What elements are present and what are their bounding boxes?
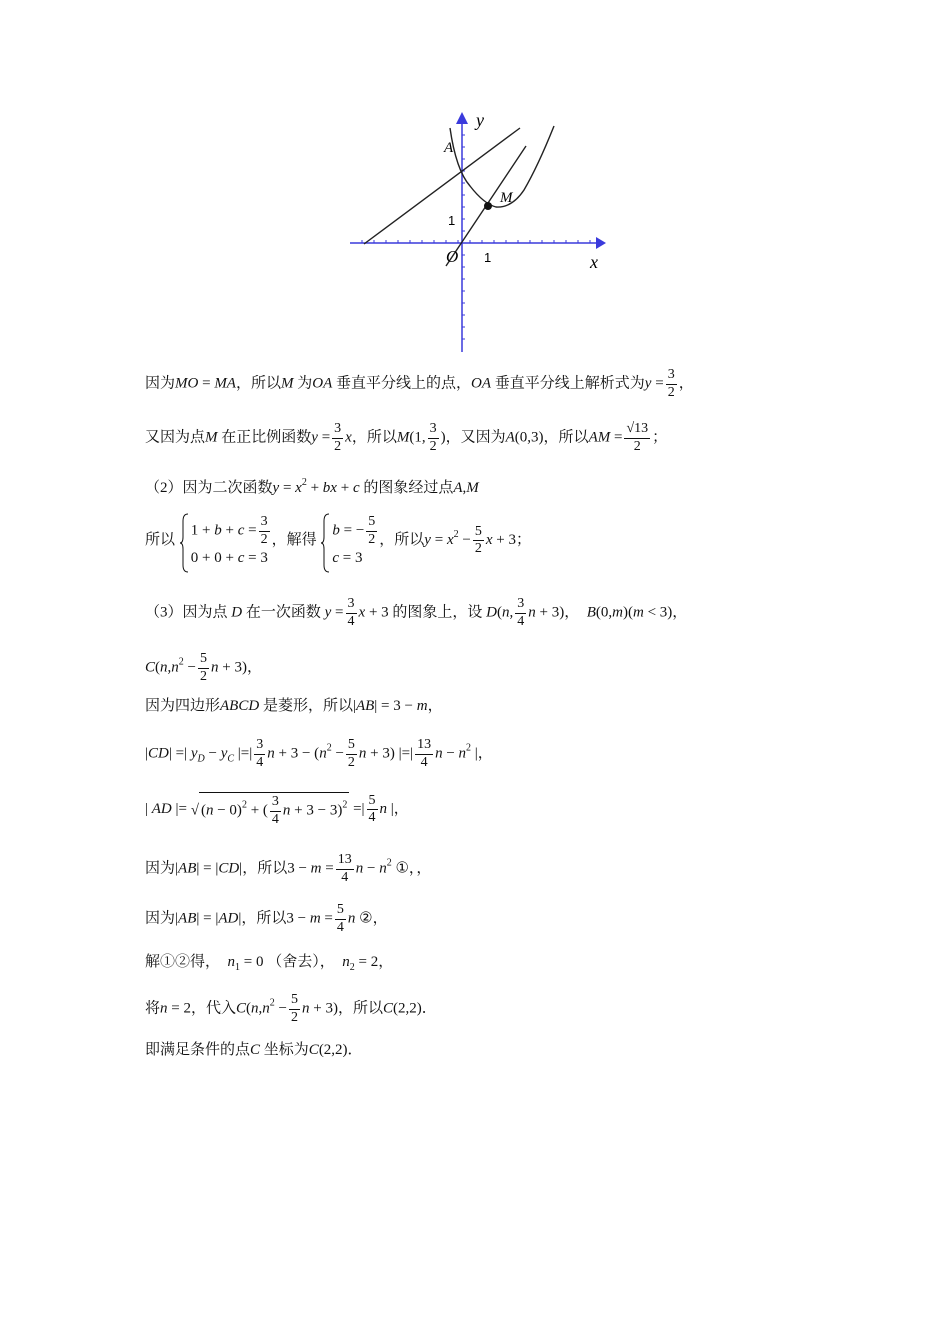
label-origin: O: [446, 247, 459, 266]
x-axis: [350, 237, 606, 249]
point-M: [484, 202, 492, 210]
solution-line-6: $C(n,n^2$ − $\frac{5}{2}$ n + 3)，: [145, 651, 262, 684]
solution-line-5: （3）因为点 D 在一次函数 y = $\frac{3}{4}$ x + 3 的图象上，设 D(n, $\frac{3}{4}$ n + 3)， B(0,m)(m < 3)，: [145, 596, 688, 629]
solution-line-8: |CD| =| $y_D - y_C$ |=| $\frac{3}{4}$ $n + 3 - (n^2$ − $\frac{5}{2}$ n + 3) |=| $\frac{13}{4}$ $n - n^2$ |，: [145, 737, 493, 770]
solution-line-3: （2）因为二次函数$y = x^2$ + bx + c 的图象经过点A,M: [145, 477, 479, 496]
label-A: A: [444, 140, 454, 156]
solution-line-7: 因为四边形ABCD 是菱形，所以|AB| = 3 − m，: [145, 698, 443, 714]
label-x: x: [590, 252, 598, 272]
tick-label-x: 1: [484, 250, 492, 265]
solution-line-1: 因为MO = MA，所以M 为OA 垂直平分线上的点，OA 垂直平分线上解析式为y = $\frac{3}{2}$ ，: [145, 367, 694, 400]
solution-line-4: 所以 1 + b + c = $\frac{3}{2}$ 0 + 0 + c = 3 ，解得 b = − $\frac{5}{2}$ c = 3 ，所以$y = x^2$ − $\frac{5}{2}$ x + 3；: [145, 513, 531, 568]
label-M: M: [500, 190, 513, 206]
solution-line-12: 解①②得， $n_1 = 0$ （舍去）， $n_2 = 2$，: [145, 954, 394, 973]
y-axis: [456, 112, 468, 352]
line-through-A: [364, 128, 520, 244]
solution-line-14: 即满足条件的点C 坐标为C(2,2)．: [145, 1042, 363, 1058]
tick-label-y: 1: [448, 213, 456, 228]
coordinate-figure: [340, 108, 620, 358]
label-y: y: [476, 110, 484, 130]
solution-line-13: 将n = 2，代入$C(n,n^2$ − $\frac{5}{2}$ n + 3)，所以C(2,2)．: [145, 992, 437, 1025]
axis-ticks: [362, 135, 590, 339]
solution-line-9: | AD |= √ $(n - 0)^2$ + ( $\frac{3}{4}$ n + 3 − 3)$^2$ =| $\frac{5}{4}$ n |，: [145, 792, 409, 827]
solution-line-10: 因为|AB| = |CD|，所以3 − m = $\frac{13}{4}$ $n - n^2$ ①，，: [145, 852, 432, 885]
solution-line-11: 因为|AB| = |AD|，所以3 − m = $\frac{5}{4}$ n ②，: [145, 902, 388, 935]
solution-line-2: 又因为点M 在正比例函数y = $\frac{3}{2}$ x，所以M(1, $\frac{3}{2}$ )，又因为A(0,3)，所以AM = $\frac{√13}{2}$ ；: [145, 421, 668, 454]
